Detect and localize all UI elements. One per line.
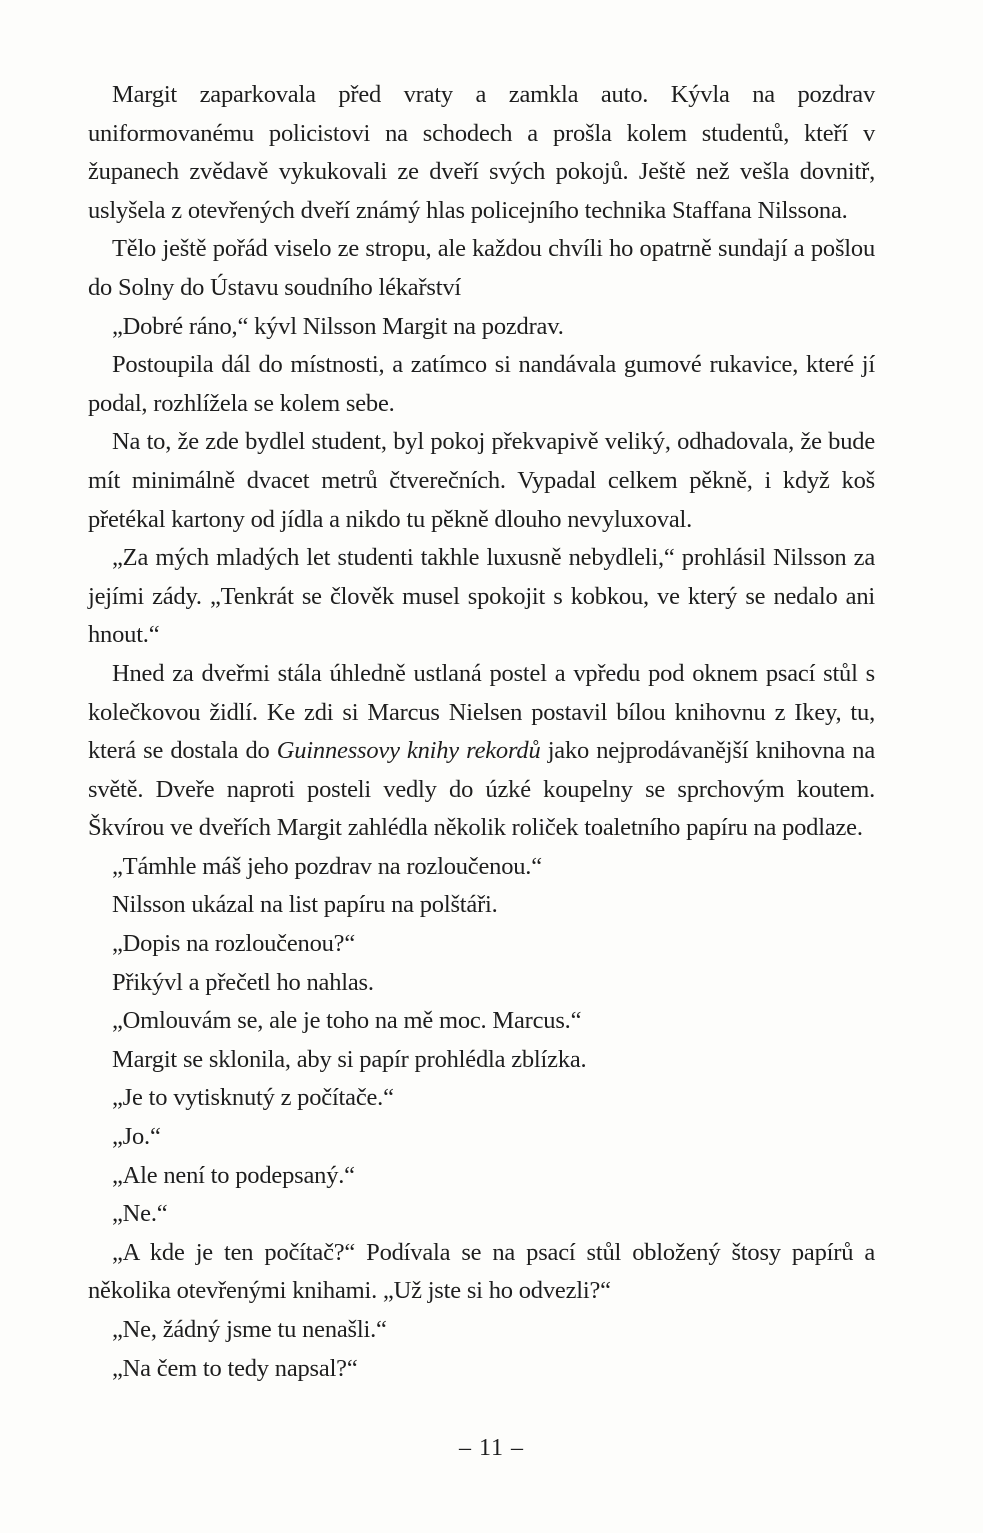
paragraph-20: „Na čem to tedy napsal?“ <box>112 1354 358 1382</box>
paragraph-10: „Dopis na rozloučenou?“ <box>112 930 356 958</box>
paragraph-12: „Omlouvám se, ale je toho na mě moc. Marcus.“ <box>112 1007 582 1035</box>
paragraph-13: Margit se sklonila, aby si papír prohlédla zblízka. <box>112 1045 587 1073</box>
paragraph-2: Tělo ještě pořád viselo ze stropu, ale každou chvíli ho opatrně sundají a pošlou do Solny do Ústavu soudního lékařství <box>88 235 875 301</box>
paragraph-18: „A kde je ten počítač?“ Podívala se na psací stůl obložený štosy papírů a několika otevřenými knihami. „Už jste si ho odvezli?“ <box>88 1238 875 1305</box>
paragraph-17: „Ne.“ <box>112 1200 168 1228</box>
paragraph-7-after: jako nejprodávanější knihovna na světě. Dveře naproti posteli vedly do úzké koupelny se sprchovým koutem. Škvírou ve dveřích Margit zahlédla několik roliček toaletního papíru na podlaze. <box>88 737 876 842</box>
paragraph-7-before: Hned za dveřmi stála úhledně ustlaná postel a vpředu pod oknem psací stůl s kolečkovou židlí. Ke zdi si Marcus Nielsen postavil bílou knihovnu z Ikey, tu, která se dostala do <box>88 659 875 765</box>
paragraph-7 <box>88 655 875 848</box>
paragraph-11: Přikývl a přečetl ho nahlas. <box>112 968 374 996</box>
paragraph-5: Na to, že zde bydlel student, byl pokoj překvapivě veliký, odhadovala, že bude mít minimálně dvacet metrů čtverečních. Vypadal celkem pěkně, i když koš přetékal kartony od jídla a nikdo tu pěkně dlouho nevyluxoval. <box>88 428 875 533</box>
book-title-italic: Guinnessovy knihy rekordů <box>276 737 541 765</box>
paragraph-4: Postoupila dál do místnosti, a zatímco si nandávala gumové rukavice, které jí podal, rozhlížela se kolem sebe. <box>88 351 875 417</box>
paragraph-3: „Dobré ráno,“ kývl Nilsson Margit na pozdrav. <box>112 312 564 340</box>
paragraph-1: Margit zaparkovala před vraty a zamkla auto. Kývla na pozdrav uniformovanému policistovi na schodech a prošla kolem studentů, kteří v županech zvědavě vykukovali ze dveří svých pokojů. Ještě než vešla dovnitř, uslyšela z otevřených dveří známý hlas policejního technika Staffana Nilssona. <box>88 81 875 224</box>
paragraph-19: „Ne, žádný jsme tu nenašli.“ <box>112 1316 387 1343</box>
paragraph-14: „Je to vytisknutý z počítače.“ <box>112 1084 394 1112</box>
page-number: – 11 – <box>458 1435 525 1461</box>
paragraph-6: „Za mých mladých let studenti takhle luxusně nebydleli,“ prohlásil Nilsson za jejími zády. „Tenkrát se člověk musel spokojit s kobkou, ve který se nedalo ani hnout.“ <box>88 544 875 649</box>
book-page-text <box>88 76 875 1388</box>
paragraph-16: „Ale není to podepsaný.“ <box>112 1161 355 1189</box>
paragraph-9: Nilsson ukázal na list papíru na polštáři. <box>112 891 498 919</box>
paragraph-15: „Jo.“ <box>112 1123 161 1151</box>
paragraph-8: „Támhle máš jeho pozdrav na rozloučenou.“ <box>112 852 542 880</box>
